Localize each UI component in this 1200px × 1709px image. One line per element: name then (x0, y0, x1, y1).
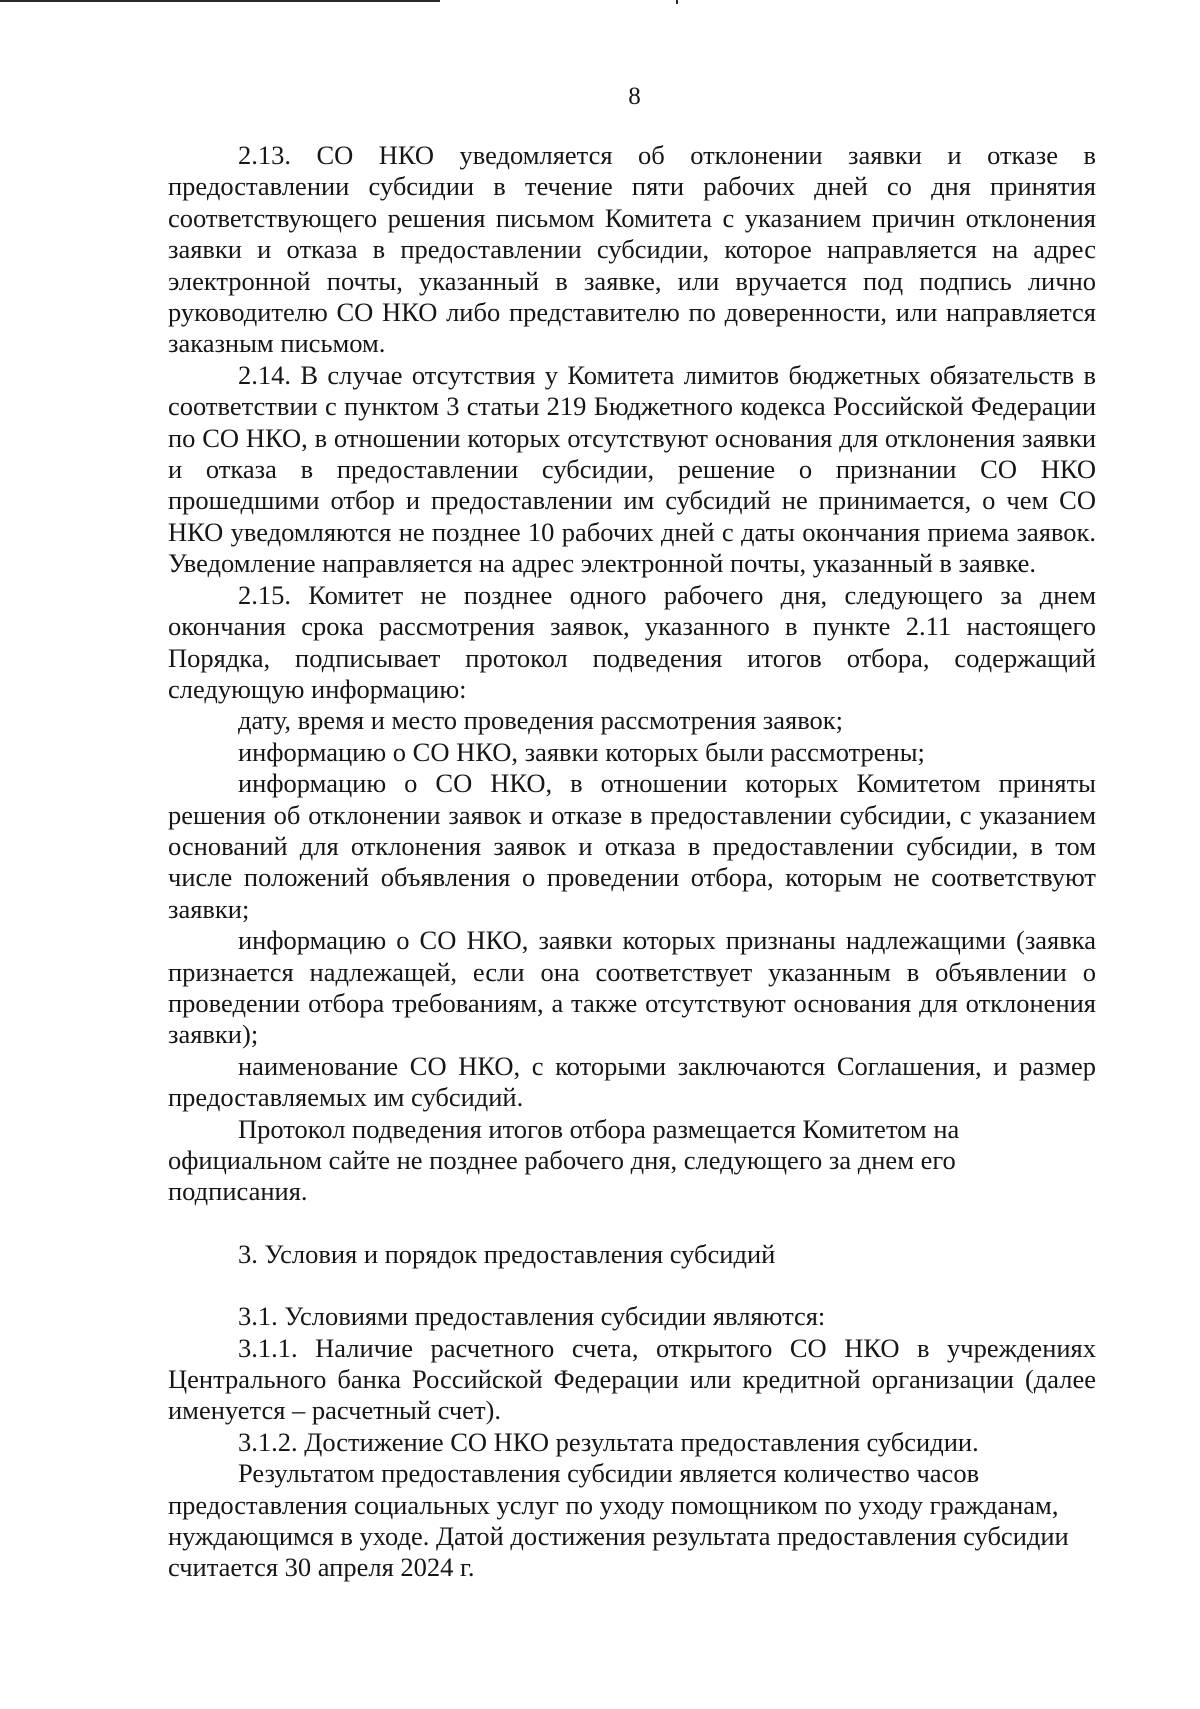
list-item-agreements: наименование СО НКО, с которыми заключаются Соглашения, и размер предоставляемых им субсидий. (168, 1050, 1096, 1113)
paragraph-3-1-2: 3.1.2. Достижение СО НКО результата предоставления субсидии. (238, 1426, 979, 1457)
list-item-proper-applications: информацию о СО НКО, заявки которых признаны надлежащими (заявка признается надлежащей, если она соответствует указанным в объявлении о проведении отбора требованиям, а также отсутствуют основания для отклонения заявки); (168, 925, 1096, 1050)
paragraph-result: Результатом предоставления субсидии является количество часов предоставления социальных услуг по уходу помощником по уходу гражданам, нуждающимся в уходе. Датой достижения результата предоставления субсидии считается 30 апреля 2024 г. (168, 1458, 1069, 1583)
paragraph-protocol-publication: Протокол подведения итогов отбора размещается Комитетом на официальном сайте не позднее рабочего дня, следующего за днем его подписания. (168, 1113, 960, 1207)
list-item-rejected-applications: информацию о СО НКО, в отношении которых Комитетом приняты решения об отклонении заявок и отказе в предоставлении субсидии, с указанием оснований для отклонения заявок и отказа в предоставлении субсидии, в том числе положений объявления о проведении отбора, которым не соответствуют заявки; (168, 768, 1096, 924)
paragraph-3-1-1: 3.1.1. Наличие расчетного счета, открытого СО НКО в учреждениях Центрального банка Российской Федерации или кредитной организации (далее именуется – расчетный счет). (168, 1332, 1096, 1426)
paragraph-2-13: 2.13. СО НКО уведомляется об отклонении заявки и отказе в предоставлении субсидии в течение пяти рабочих дней со дня принятия соответствующего решения письмом Комитета с указанием причин отклонения заявки и отказа в предоставлении субсидии, которое направляется на адрес электронной почты, указанный в заявке, или вручается под подпись лично руководителю СО НКО либо представителю по доверенности, или направляется заказным письмом. (168, 140, 1096, 359)
list-item-reviewed-applications: информацию о СО НКО, заявки которых были рассмотрены; (238, 736, 925, 767)
list-item-date-time-place: дату, время и место проведения рассмотрения заявок; (238, 705, 844, 736)
paragraph-2-15: 2.15. Комитет не позднее одного рабочего дня, следующего за днем окончания срока рассмотрения заявок, указанного в пункте 2.11 настоящего Порядка, подписывает протокол подведения итогов отбора, содержащий следующую информацию: (168, 579, 1096, 704)
paragraph-3-1: 3.1. Условиями предоставления субсидии являются: (238, 1301, 826, 1332)
paragraph-2-14: 2.14. В случае отсутствия у Комитета лимитов бюджетных обязательств в соответствии с пунктом 3 статьи 219 Бюджетного кодекса Российской Федерации по СО НКО, в отношении которых отсутствуют основания для отклонения заявки и отказа в предоставлении субсидии, решение о признании СО НКО прошедшими отбор и предоставлении им субсидий не принимается, о чем СО НКО уведомляются не позднее 10 рабочих дней с даты окончания приема заявок. Уведомление направляется на адрес электронной почты, указанный в заявке. (168, 359, 1096, 579)
section-heading: 3. Условия и порядок предоставления субсидий (238, 1238, 776, 1269)
document-body (168, 140, 1096, 1584)
page-number: 8 (628, 83, 641, 110)
